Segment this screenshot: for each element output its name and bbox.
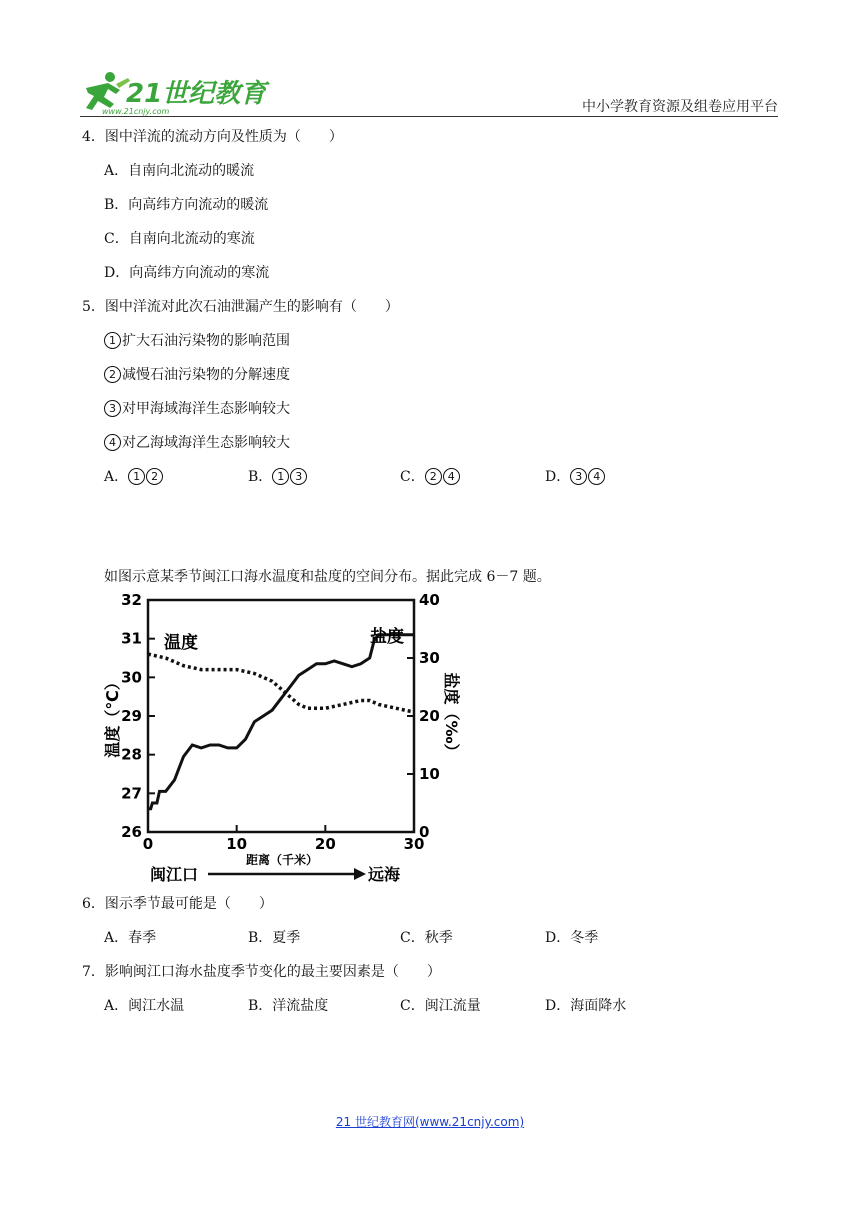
q5-choice-b[interactable]: B． 1 3 <box>248 466 308 486</box>
y-left-tick-label: 30 <box>121 668 142 687</box>
header-platform-text: 中小学教育资源及组卷应用平台 <box>582 99 778 115</box>
y-left-tick-label: 29 <box>121 707 142 725</box>
y-right-tick-label: 0 <box>419 823 430 841</box>
series-temperature <box>148 654 414 712</box>
x-direction-arrow-head <box>354 868 366 880</box>
y-right-tick-label: 30 <box>419 649 440 667</box>
q4-option-d[interactable]: D．向高纬方向流动的寒流 <box>104 265 270 281</box>
x-right-caption: 远海 <box>368 865 401 884</box>
q7-choice-a[interactable]: A．闽江水温 <box>104 998 185 1014</box>
q4-option-b[interactable]: B．向高纬方向流动的暖流 <box>104 197 269 213</box>
q7-stem: 7．影响闽江口海水盐度季节变化的最主要因素是（ ） <box>82 964 441 980</box>
y-left-tick-label: 32 <box>121 591 142 609</box>
y-right-label: 盐度（‰） <box>442 672 461 760</box>
y-left-tick-label: 26 <box>121 823 142 841</box>
q5-statement-3: 3 对甲海域海洋生态影响较大 <box>104 398 290 418</box>
q5-stem: 5．图中洋流对此次石油泄漏产生的影响有（ ） <box>82 299 399 315</box>
q6-choice-a[interactable]: A．春季 <box>104 930 157 946</box>
q5-statement-4: 4 对乙海域海洋生态影响较大 <box>104 432 290 452</box>
q5-choice-c[interactable]: C． 2 4 <box>400 466 461 486</box>
logo-url: www.21cnjy.com <box>102 107 170 116</box>
y-left-tick-label: 28 <box>121 745 142 764</box>
x-tick-label: 20 <box>314 835 336 853</box>
footer <box>0 1113 860 1130</box>
x-axis-label: 距离（千米） <box>245 853 319 867</box>
footer-link[interactable]: 21 世纪教育网(www.21cnjy.com) <box>335 1115 525 1129</box>
circled-number: 2 <box>104 366 121 383</box>
series-salinity <box>148 635 414 809</box>
x-tick-label: 10 <box>226 835 248 853</box>
q6-7-intro: 如图示意某季节闽江口海水温度和盐度的空间分布。据此完成 6－7 题。 <box>104 569 551 585</box>
label-temperature: 温度 <box>164 633 198 653</box>
circled-number: 3 <box>104 400 121 417</box>
q6-choice-c[interactable]: C．秋季 <box>400 930 453 946</box>
y-right-tick-label: 40 <box>419 591 440 609</box>
q6-choice-d[interactable]: D．冬季 <box>545 930 599 946</box>
q6-choice-b[interactable]: B．夏季 <box>248 930 301 946</box>
q4-stem: 4．图中洋流的流动方向及性质为（ ） <box>82 129 343 145</box>
site-logo <box>80 70 267 116</box>
x-tick-label: 0 <box>142 835 154 853</box>
label-salinity: 盐度 <box>370 627 404 647</box>
y-right-tick-label: 10 <box>419 765 440 783</box>
circled-number: 4 <box>104 434 121 451</box>
q5-choice-d[interactable]: D． 3 4 <box>545 466 606 486</box>
q4-option-a[interactable]: A．自南向北流动的暖流 <box>104 163 255 179</box>
x-tick-label: 30 <box>403 835 425 853</box>
q5-statement-1: 1 扩大石油污染物的影响范围 <box>104 330 290 350</box>
y-left-tick-label: 27 <box>121 784 142 803</box>
logo-text: 21世纪教育 <box>126 79 267 109</box>
q7-choice-d[interactable]: D．海面降水 <box>545 998 627 1014</box>
y-left-label: 温度（℃） <box>103 674 122 758</box>
x-left-caption: 闽江口 <box>150 865 199 884</box>
q7-choice-b[interactable]: B．洋流盐度 <box>248 998 329 1014</box>
y-left-tick-label: 31 <box>121 629 142 648</box>
header-divider <box>80 116 778 117</box>
q6-stem: 6．图示季节最可能是（ ） <box>82 896 273 912</box>
q4-option-c[interactable]: C．自南向北流动的寒流 <box>104 231 255 247</box>
circled-number: 1 <box>104 332 121 349</box>
y-right-tick-label: 20 <box>419 707 440 725</box>
q5-choice-a[interactable]: A． 1 2 <box>104 466 164 486</box>
q5-statement-2: 2 减慢石油污染物的分解速度 <box>104 364 290 384</box>
q7-choice-c[interactable]: C．闽江流量 <box>400 998 481 1014</box>
temperature-salinity-chart <box>100 590 460 890</box>
